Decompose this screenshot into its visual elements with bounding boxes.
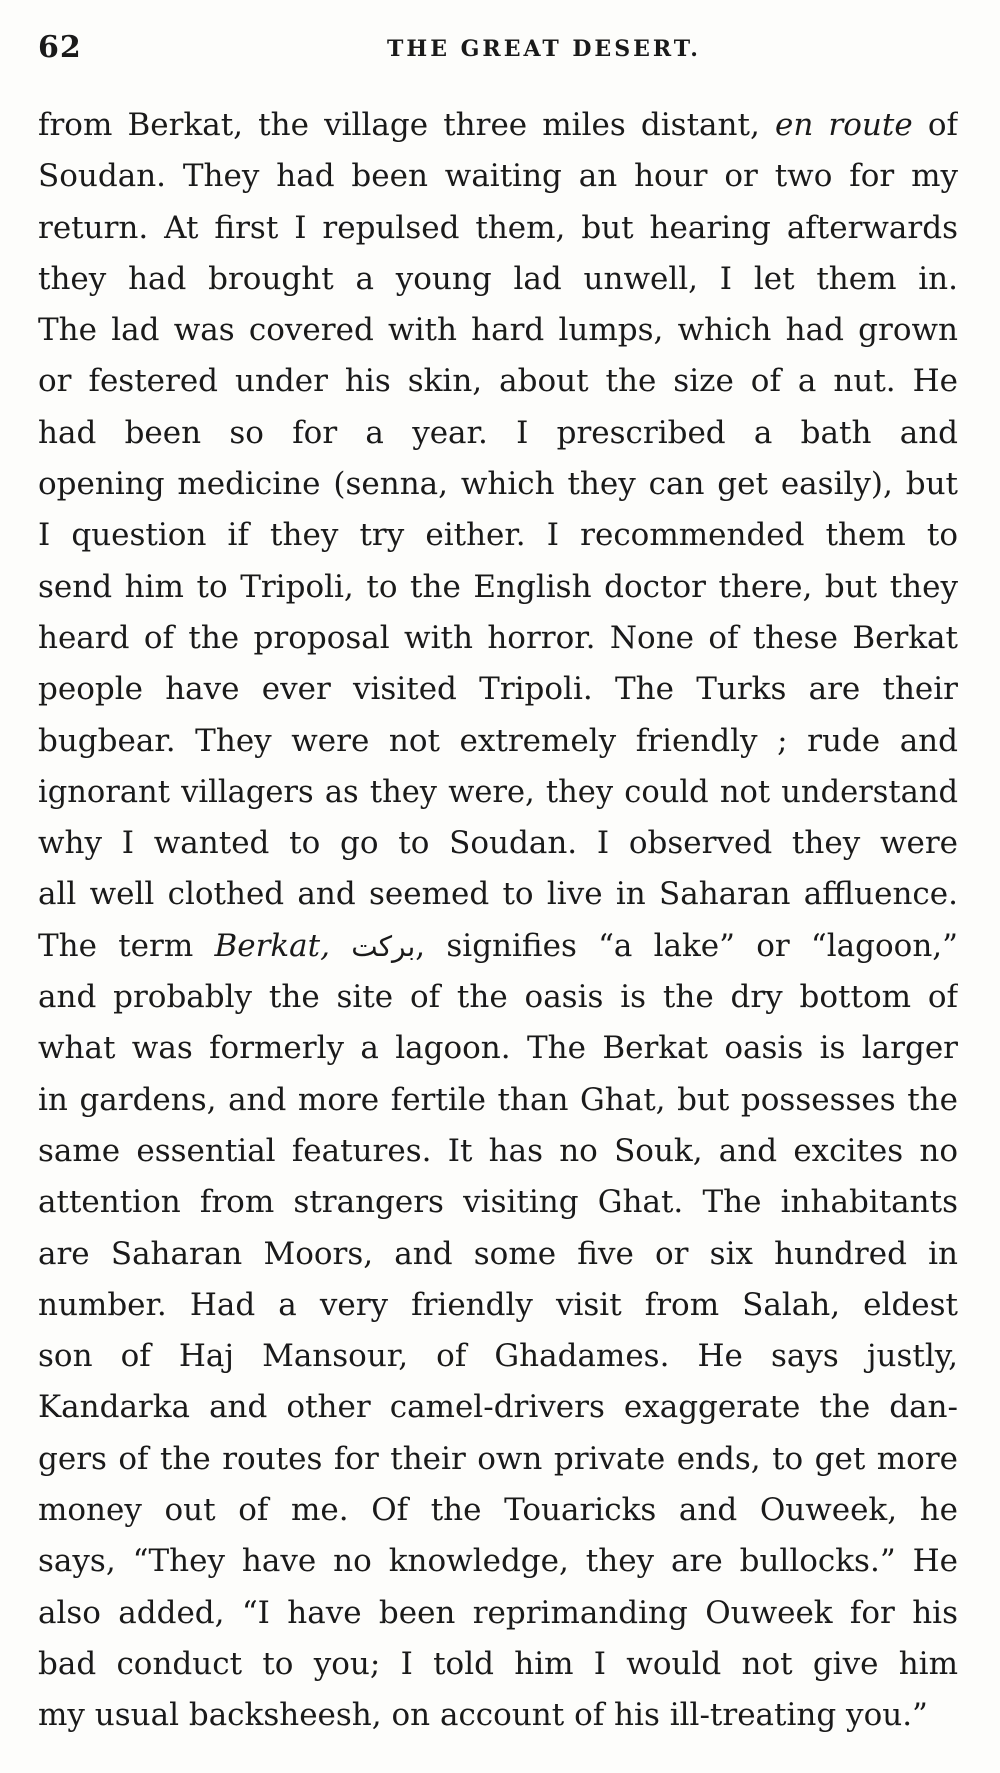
text-line: all well clothed and seemed to live in Saharan affluence. (38, 876, 958, 913)
text-line: my usual backsheesh, on account of his ill-treating you.” (38, 1697, 928, 1734)
text-line: and probably the site of the oasis is the dry bottom of (38, 979, 958, 1016)
text-line: in gardens, and more fertile than Ghat, but possesses the (38, 1081, 958, 1118)
text-line-pre: from Berkat, the village three miles distant, (38, 107, 775, 143)
text-line: son of Haj Mansour, of Ghadames. He says justly, (38, 1338, 958, 1375)
text-line: heard of the proposal with horror. None of these Berkat (38, 619, 958, 656)
text-line: The lad was covered with hard lumps, which had grown (38, 312, 958, 349)
text-line (38, 921, 958, 972)
text-line: same essential features. It has no Souk, and excites no (38, 1132, 958, 1169)
italic-term: Berkat, (214, 927, 330, 964)
text-line: Kandarka and other camel-drivers exaggerate the dan- (38, 1389, 958, 1426)
text-line: send him to Tripoli, to the English doctor there, but they (38, 568, 958, 605)
text-line-post: , signifies “a lake” or “lagoon,” (415, 927, 958, 964)
body-text (38, 100, 958, 1742)
text-line: what was formerly a lagoon. The Berkat oasis is larger (38, 1030, 958, 1067)
text-line-post: of (912, 107, 958, 143)
text-line: or festered under his skin, about the size of a nut. He (38, 363, 958, 400)
text-line: they had brought a young lad unwell, I let them in. (38, 260, 958, 297)
text-line: why I wanted to go to Soudan. I observed they were (38, 825, 958, 862)
text-line: Soudan. They had been waiting an hour or two for my (38, 158, 958, 195)
arabic-term: بركت (351, 929, 416, 963)
text-line: opening medicine (senna, which they can get easily), but (38, 466, 958, 503)
text-line: bugbear. They were not extremely friendly ; rude and (38, 722, 958, 759)
text-line: had been so for a year. I prescribed a bath and (38, 414, 958, 451)
text-line: number. Had a very friendly visit from Salah, eldest (38, 1286, 958, 1323)
text-line: gers of the routes for their own private ends, to get more (38, 1440, 958, 1477)
text-line: ignorant villagers as they were, they could not understand (38, 774, 958, 810)
page-number: 62 (38, 30, 82, 65)
text-line-pre: The term (38, 927, 215, 964)
text-line: attention from strangers visiting Ghat. The inhabitants (38, 1184, 958, 1221)
text-line: I question if they try either. I recommended them to (38, 517, 958, 554)
text-line (38, 100, 958, 151)
text-line: people have ever visited Tripoli. The Turks are their (38, 671, 958, 708)
text-line: bad conduct to you; I told him I would not give him (38, 1645, 958, 1682)
text-line: are Saharan Moors, and some five or six hundred in (38, 1235, 958, 1272)
text-line: also added, “I have been reprimanding Ouweek for his (38, 1594, 958, 1631)
text-line: says, “They have no knowledge, they are bullocks.” He (38, 1543, 958, 1580)
running-title: THE GREAT DESERT. (387, 36, 701, 62)
italic-phrase: en route (774, 107, 913, 143)
text-line: money out of me. Of the Touaricks and Ouweek, he (38, 1492, 958, 1529)
page-header (38, 30, 970, 74)
text-line: return. At first I repulsed them, but hearing afterwards (38, 209, 958, 246)
